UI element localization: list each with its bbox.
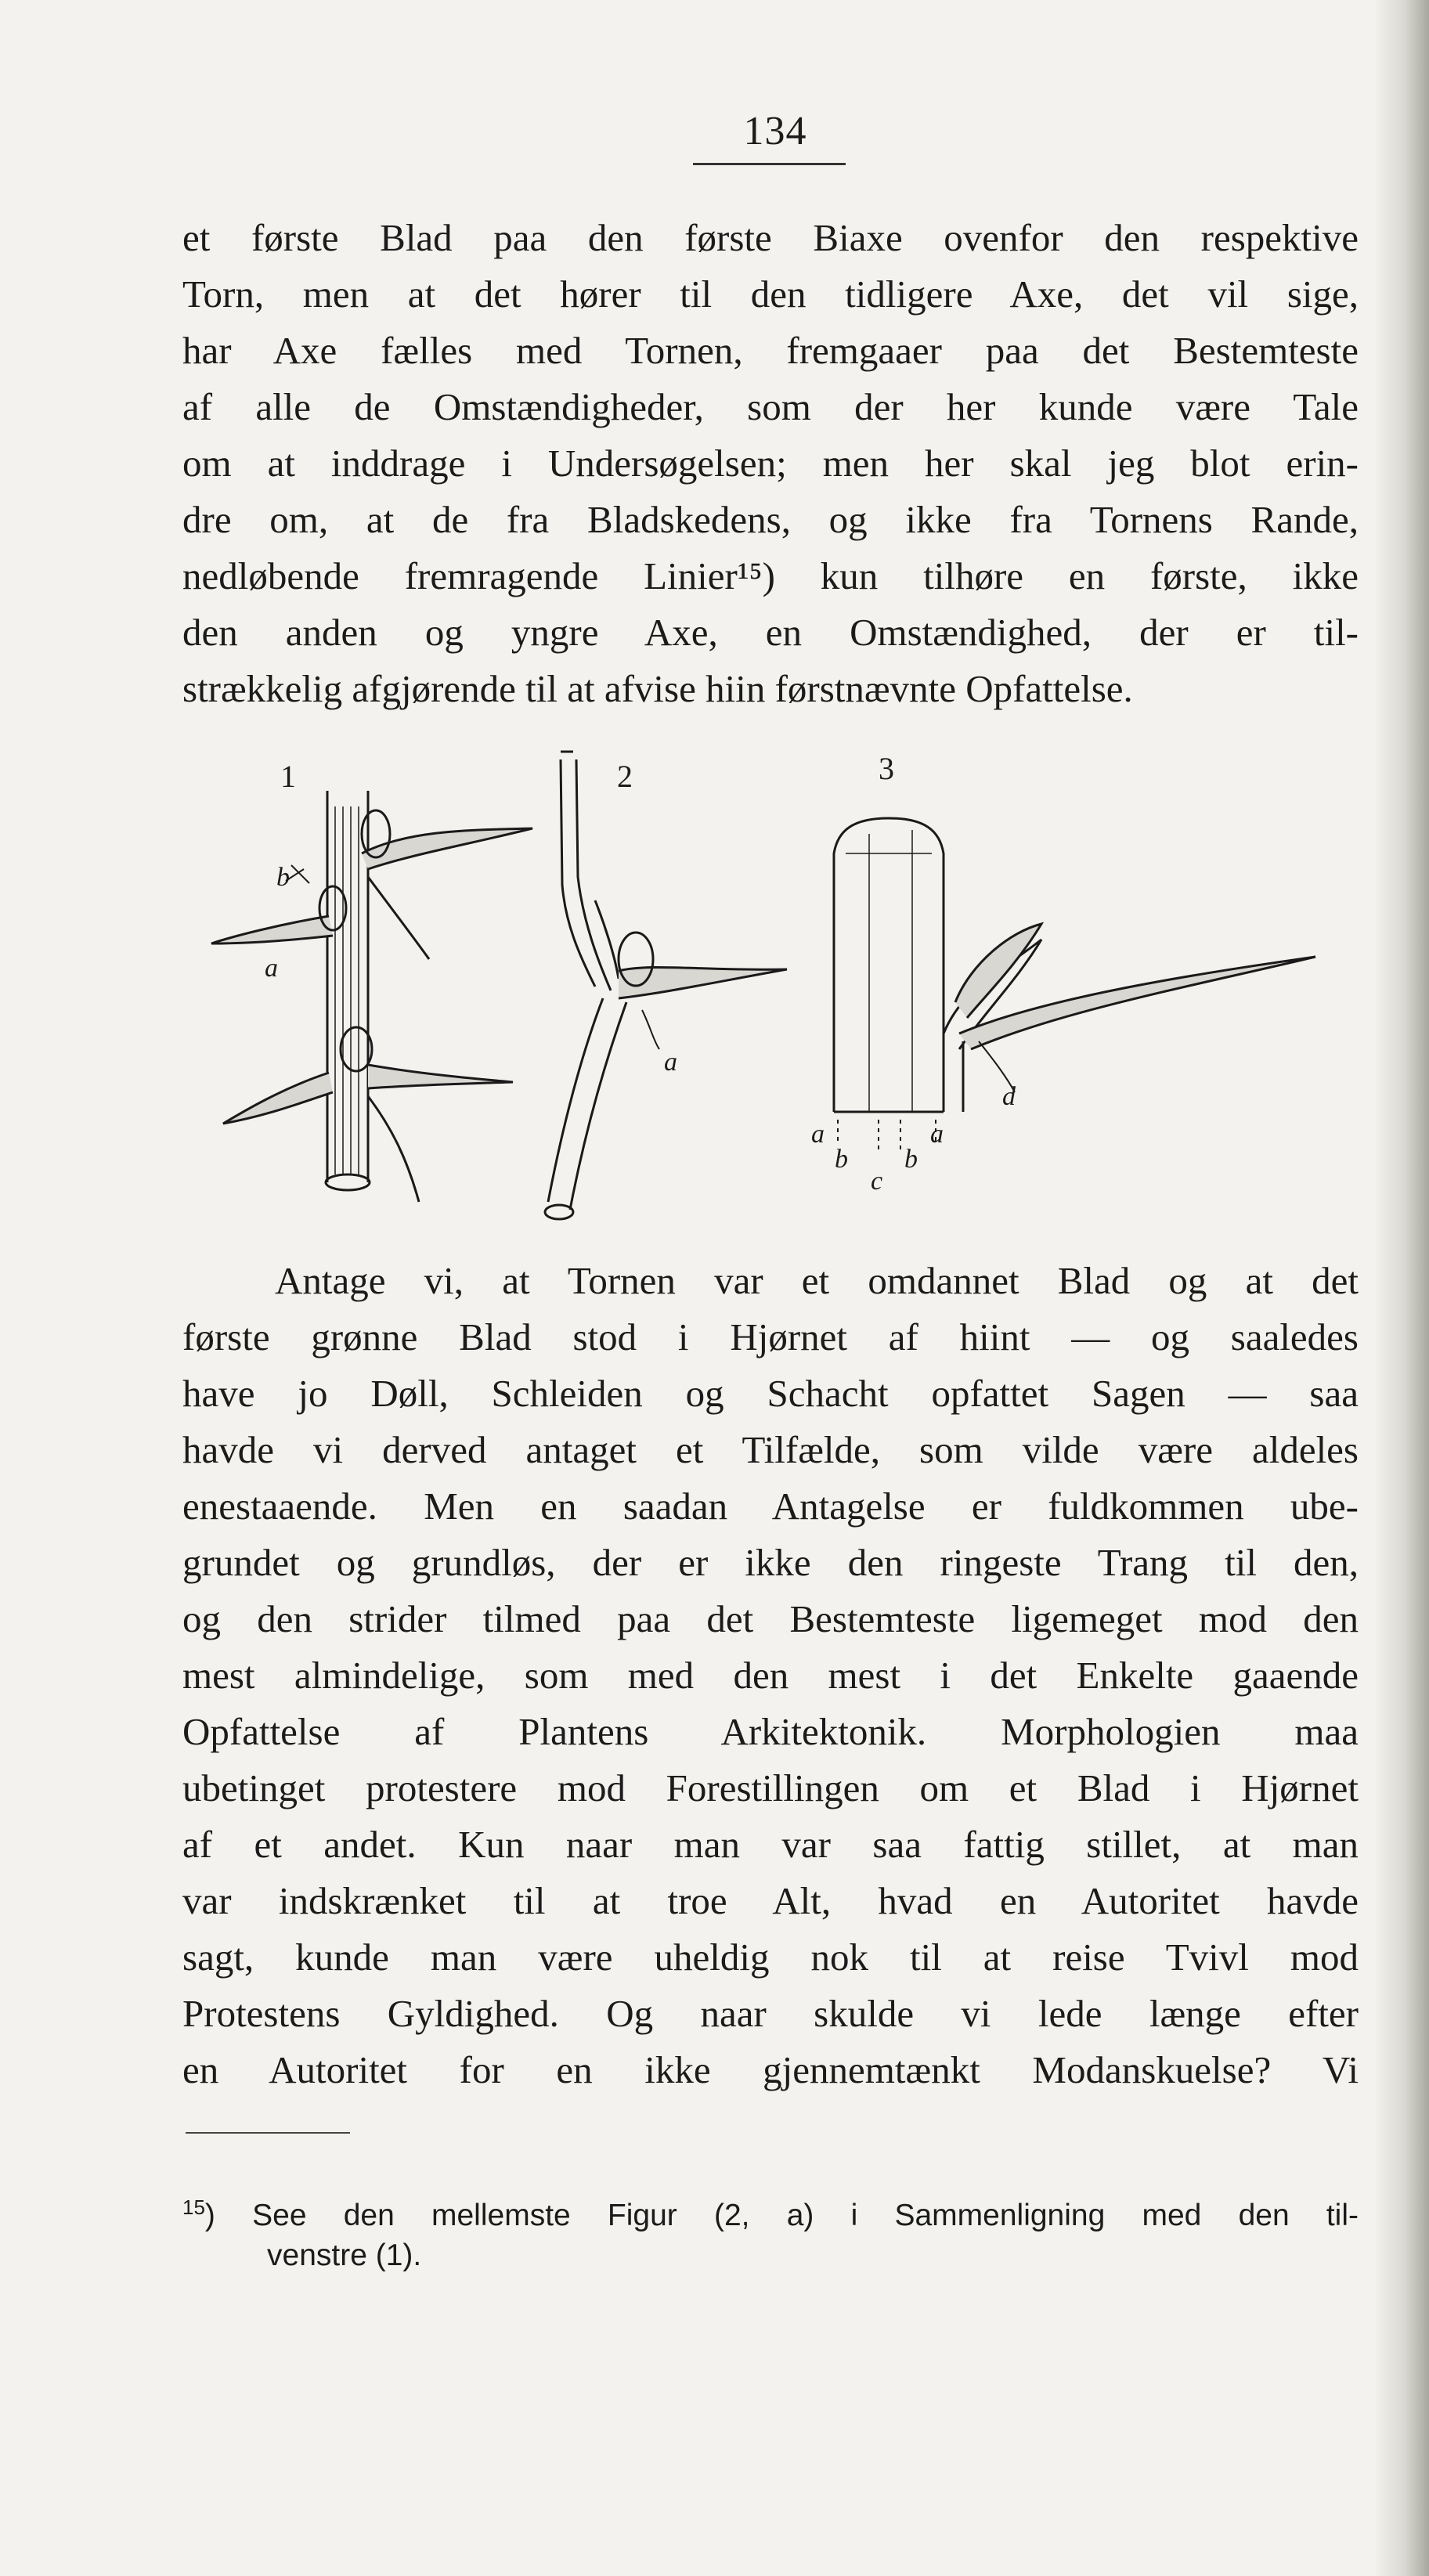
figure-3-drawing — [834, 818, 1315, 1151]
paragraph-2 — [182, 1253, 1359, 2098]
figure-3-letter-a-right: a — [930, 1120, 944, 1149]
figure-1-number: 1 — [280, 759, 296, 794]
figure-3-letter-a-left: a — [811, 1120, 825, 1149]
text-line: var indskrænket til at troe Alt, hvad en Autoritet havde — [182, 1879, 1359, 1922]
text-line: Opfattelse af Plantens Arkitektonik. Morphologien maa — [182, 1710, 1359, 1753]
text-line: en Autoritet for en ikke gjennemtænkt Modanskuelse? Vi — [182, 2048, 1359, 2091]
page-number: 134 — [743, 109, 807, 153]
figure-1-letter-a: a — [265, 954, 278, 983]
text-line: et første Blad paa den første Biaxe ovenfor den respektive — [182, 216, 1359, 259]
text-line: mest almindelige, som med den mest i det Enkelte gaaende — [182, 1654, 1359, 1697]
footnote-line: venstre (1). — [267, 2239, 422, 2272]
figure-2-drawing — [545, 752, 787, 1219]
footnote-rule — [186, 2132, 350, 2134]
text-line: og den strider tilmed paa det Bestemteste ligemeget mod den — [182, 1597, 1359, 1640]
figure-3-letter-c: c — [871, 1167, 883, 1196]
text-line: nedløbende fremragende Linier¹⁵) kun tilhøre en første, ikke — [182, 554, 1359, 597]
text-line: sagt, kunde man være uheldig nok til at reise Tvivl mod — [182, 1936, 1359, 1979]
text-line: første grønne Blad stod i Hjørnet af hiint — og saaledes — [182, 1315, 1359, 1358]
figure-3-number: 3 — [879, 751, 894, 786]
text-line: have jo Døll, Schleiden og Schacht opfattet Sagen — saa — [182, 1372, 1359, 1415]
text-line: enestaaende. Men en saadan Antagelse er fuldkommen ube- — [182, 1485, 1359, 1528]
figure-1-drawing — [211, 791, 532, 1202]
footnote-marker: 15 — [182, 2195, 205, 2219]
figure-1-letter-b: b — [276, 863, 290, 892]
figure-3-letter-b-right: b — [904, 1145, 918, 1174]
text-line: Antage vi, at Tornen var et omdannet Blad og at det — [275, 1259, 1359, 1302]
text-line: ubetinget protestere mod Forestillingen om et Blad i Hjørnet — [182, 1766, 1359, 1809]
figure-3-letter-d: d — [1002, 1082, 1016, 1111]
footnote — [182, 2183, 1359, 2280]
text-line: havde vi derved antaget et Tilfælde, som vilde være aldeles — [182, 1428, 1359, 1471]
text-line: af alle de Omstændigheder, som der her kunde være Tale — [182, 385, 1359, 428]
footnote-text: See den mellemste Figur (2, a) i Sammenligning med den til- — [252, 2199, 1359, 2232]
figure-3-letter-b-left: b — [835, 1145, 848, 1174]
text-line: Protestens Gyldighed. Og naar skulde vi lede længe efter — [182, 1992, 1359, 2035]
text-line: dre om, at de fra Bladskedens, og ikke fra Tornens Rande, — [182, 498, 1359, 541]
text-line: Torn, men at det hører til den tidligere Axe, det vil sige, — [182, 272, 1359, 316]
figure-2-letter-a: a — [664, 1048, 677, 1077]
text-line: om at inddrage i Undersøgelsen; men her skal jeg blot erin- — [182, 442, 1359, 485]
text-line: strækkelig afgjørende til at afvise hiin førstnævnte Opfattelse. — [182, 667, 1133, 710]
footnote-line: $^{15}$) See den mellemste Figur (2, a) i Sammenligning med den til- — [182, 2195, 1359, 2232]
text-line: af et andet. Kun naar man var saa fattig stillet, at man — [182, 1823, 1359, 1866]
text-line: grundet og grundløs, der er ikke den ringeste Trang til den, — [182, 1541, 1359, 1584]
figure-2-number: 2 — [617, 759, 633, 794]
text-line: har Axe fælles med Tornen, fremgaaer paa det Bestemteste — [182, 329, 1359, 372]
text-line: den anden og yngre Axe, en Omstændighed, der er til- — [182, 611, 1359, 654]
